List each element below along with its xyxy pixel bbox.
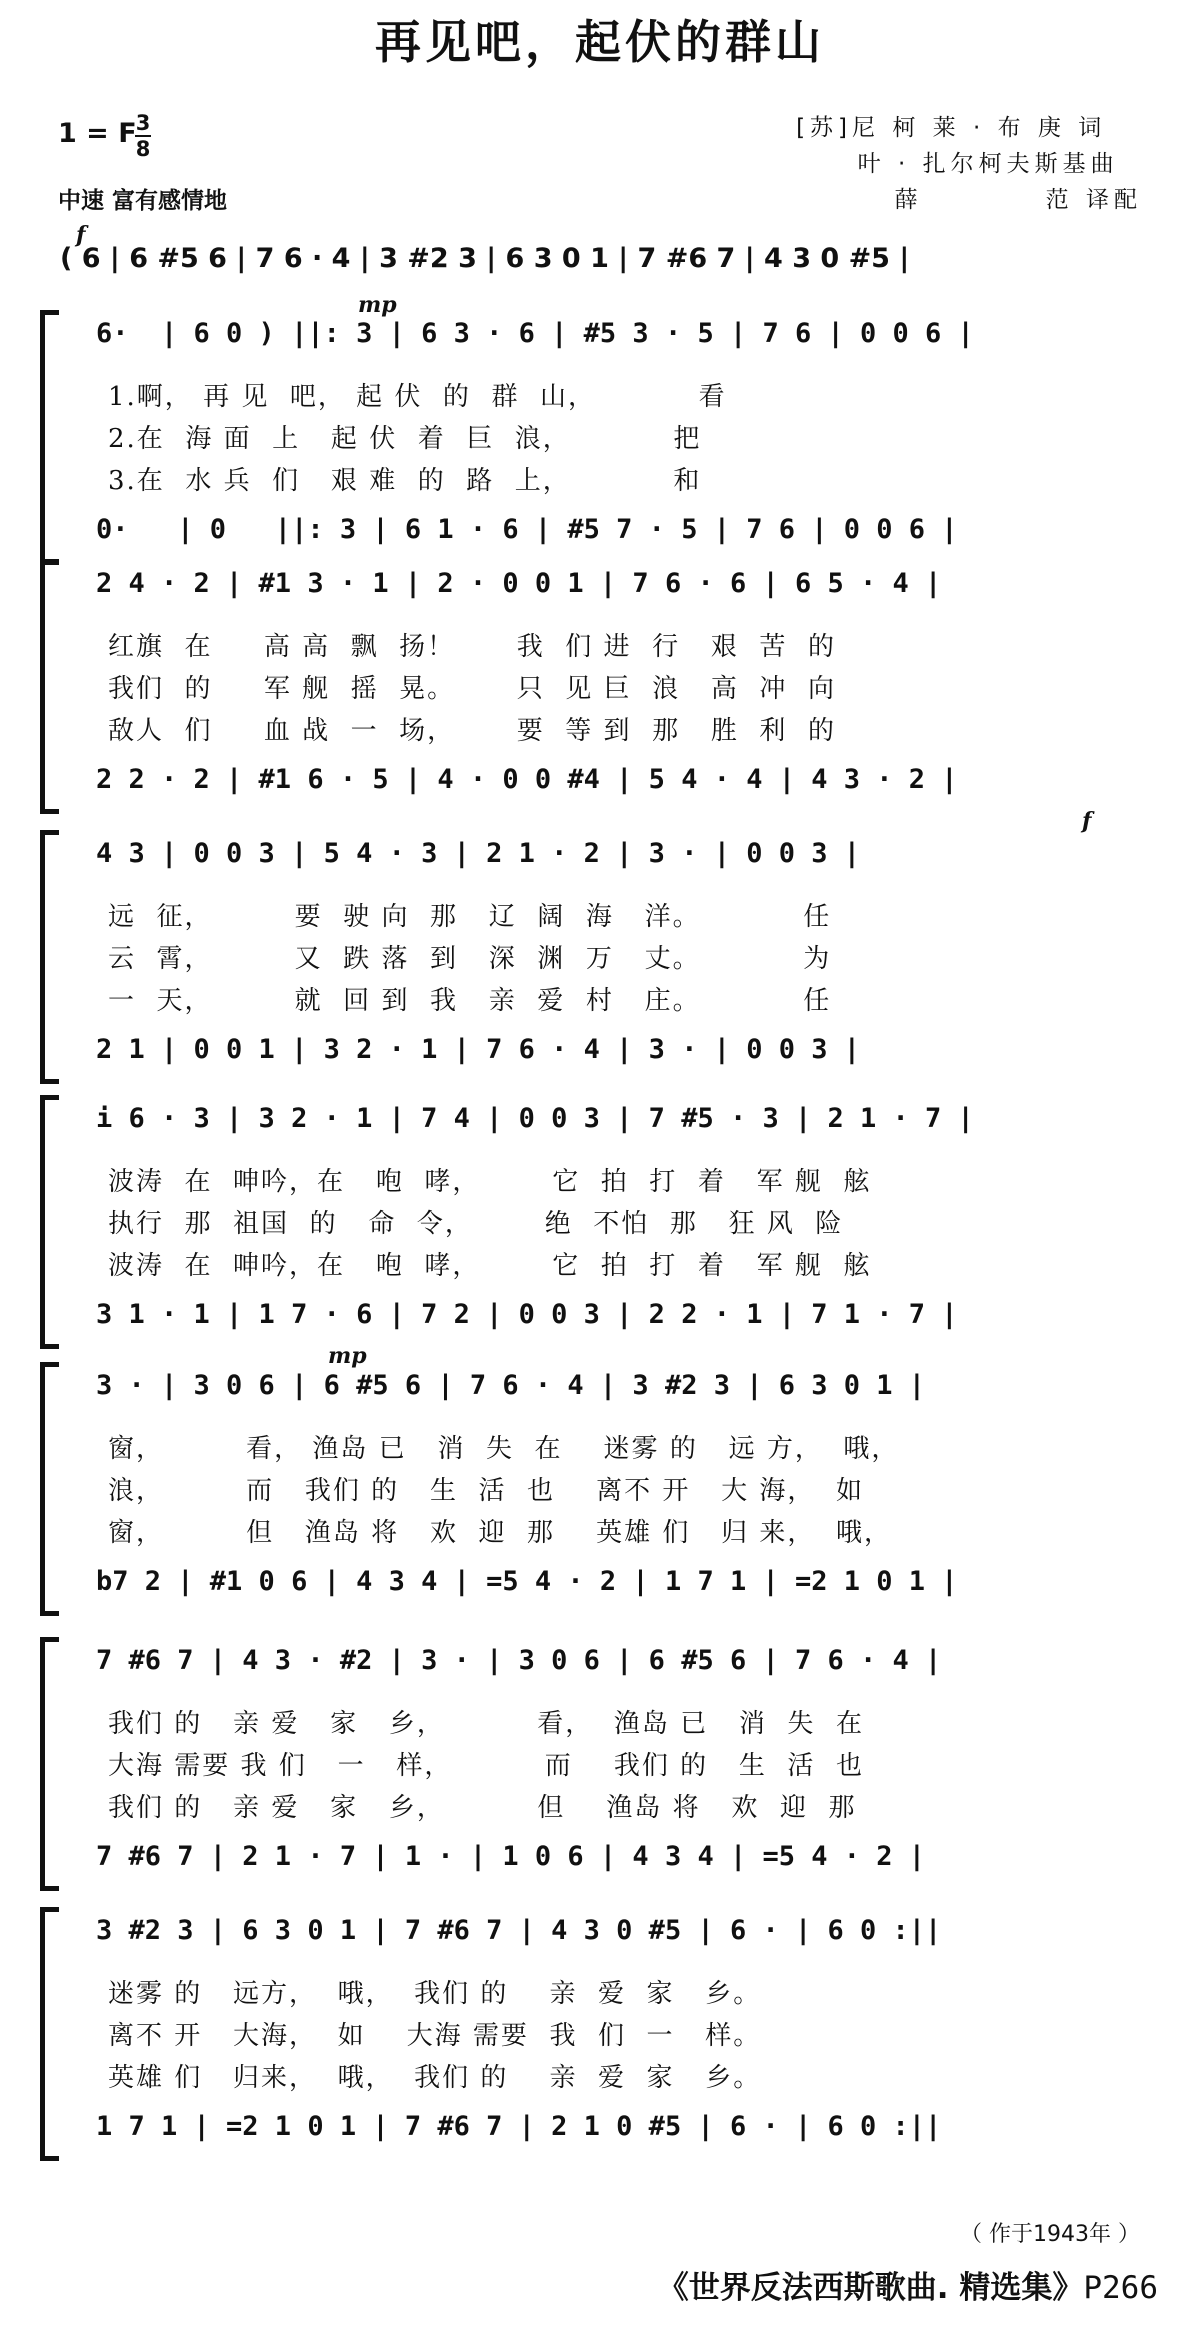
lyric-verse-2: [0, 668, 1200, 704]
lyric-verse-2: [0, 2015, 1200, 2051]
lower-voice-notes: [0, 1841, 1200, 1881]
tempo-marking: 中速 富有感情地: [58, 188, 228, 214]
upper-voice-notes-text: 3 #2 3 | 6 3 0 1 | 7 #6 7 | 4 3 0 #5 | 6 · | 6 0 :||: [96, 1915, 942, 1946]
lyric-verse-2-text: 2.在 海 面 上 起 伏 着 巨 浪， 把: [108, 424, 702, 454]
lyric-verse-1-text: 我们 的 亲 爱 家 乡， 看， 渔岛 已 消 失 在: [108, 1709, 864, 1739]
lyric-verse-3-text: 敌人 们 血 战 一 场， 要 等 到 那 胜 利 的: [108, 716, 836, 746]
intro-line: [0, 243, 1200, 283]
lyric-verse-1: [0, 1428, 1200, 1464]
lyric-verse-2: [0, 1203, 1200, 1239]
lyric-verse-3-text: 英雄 们 归来， 哦， 我们 的 亲 爱 家 乡。: [108, 2063, 762, 2093]
lyric-verse-1-text: 红旗 在 高 高 飘 扬！ 我 们 进 行 艰 苦 的: [108, 632, 836, 662]
song-title: 再见吧，起伏的群山: [375, 15, 825, 69]
lyric-verse-2-text: 我们 的 军 舰 摇 晃。 只 见 巨 浪 高 冲 向: [108, 674, 836, 704]
time-denominator: 8: [135, 137, 151, 161]
composition-year: （ 作于1943年 ）: [960, 2222, 1140, 2247]
dynamic-verse: mp: [358, 292, 397, 318]
dynamic-intro: f: [76, 222, 86, 248]
lyric-verse-2-text: 大海 需要 我 们 一 样， 而 我们 的 生 活 也: [108, 1751, 864, 1781]
lower-voice-notes-text: 0· | 0 ||: 3 | 6 1 · 6 | #5 7 · 5 | 7 6 | 0 0 6 |: [96, 514, 958, 545]
lyric-verse-3: [0, 980, 1200, 1016]
lower-voice-notes: [0, 1299, 1200, 1339]
lower-voice-notes: [0, 1566, 1200, 1606]
lyric-verse-1-text: 窗， 看， 渔岛 已 消 失 在 迷雾 的 远 方， 哦，: [108, 1434, 900, 1464]
lyric-verse-3-text: 3.在 水 兵 们 艰 难 的 路 上， 和: [108, 466, 702, 496]
lyric-verse-3: [0, 710, 1200, 746]
lyric-verse-1: [0, 376, 1200, 412]
upper-voice-notes: [0, 1645, 1200, 1685]
upper-voice-notes: [0, 1103, 1200, 1143]
intro-notation: ( 6 | 6 #5 6 | 7 6 · 4 | 3 #2 3 | 6 3 0 1 | 7 #6 7 | 4 3 0 #5 |: [60, 243, 910, 274]
lyric-verse-3: [0, 2057, 1200, 2093]
lyric-verse-2-text: 离不 开 大海， 如 大海 需要 我 们 一 样。: [108, 2021, 762, 2051]
lyric-verse-1: [0, 896, 1200, 932]
lyric-verse-3: [0, 460, 1200, 496]
lower-voice-notes-text: b7 2 | #1 0 6 | 4 3 4 | =5 4 · 2 | 1 7 1 | =2 1 0 1 |: [96, 1566, 958, 1597]
lower-voice-notes-text: 3 1 · 1 | 1 7 · 6 | 7 2 | 0 0 3 | 2 2 · 1 | 7 1 · 7 |: [96, 1299, 958, 1330]
key-signature: 1 = F: [58, 118, 137, 149]
upper-voice-notes-text: 4 3 | 0 0 3 | 5 4 · 3 | 2 1 · 2 | 3 · | 0 0 3 |: [96, 838, 861, 869]
lyric-verse-2: [0, 1470, 1200, 1506]
lyric-verse-2-text: 执行 那 祖国 的 命 令， 绝 不怕 那 狂 风 险: [108, 1209, 844, 1239]
upper-voice-notes-text: 2 4 · 2 | #1 3 · 1 | 2 · 0 0 1 | 7 6 · 6 | 6 5 · 4 |: [96, 568, 942, 599]
lyric-verse-2: [0, 1745, 1200, 1781]
upper-voice-notes-text: i 6 · 3 | 3 2 · 1 | 7 4 | 0 0 3 | 7 #5 · 3 | 2 1 · 7 |: [96, 1103, 974, 1134]
upper-voice-notes: [0, 1915, 1200, 1955]
lower-voice-notes-text: 7 #6 7 | 2 1 · 7 | 1 · | 1 0 6 | 4 3 4 | =5 4 · 2 |: [96, 1841, 926, 1872]
upper-voice-notes-text: 6· | 6 0 ) ||: 3 | 6 3 · 6 | #5 3 · 5 | 7 6 | 0 0 6 |: [96, 318, 974, 349]
lyric-verse-1-text: 1.啊， 再 见 吧， 起 伏 的 群 山， 看: [108, 382, 727, 412]
composer-credit: 叶 · 扎尔柯夫斯基曲: [796, 151, 1119, 177]
lyric-verse-1: [0, 1161, 1200, 1197]
upper-voice-notes-text: 7 #6 7 | 4 3 · #2 | 3 · | 3 0 6 | 6 #5 6 | 7 6 · 4 |: [96, 1645, 942, 1676]
dynamic-chorus-mp: mp: [328, 1343, 367, 1369]
lower-voice-notes-text: 1 7 1 | =2 1 0 1 | 7 #6 7 | 2 1 0 #5 | 6 · | 6 0 :||: [96, 2111, 942, 2142]
lyric-verse-3: [0, 1245, 1200, 1281]
source-book: 《世界反法西斯歌曲. 精选集》: [657, 2270, 1084, 2306]
lyric-verse-1: [0, 1973, 1200, 2009]
lyric-verse-3: [0, 1512, 1200, 1548]
lower-voice-notes: [0, 1034, 1200, 1074]
lyric-verse-1-text: 远 征， 要 驶 向 那 辽 阔 海 洋。 任: [108, 902, 832, 932]
upper-voice-notes: [0, 318, 1200, 358]
lower-voice-notes: [0, 514, 1200, 554]
lyric-verse-3-text: 一 天， 就 回 到 我 亲 爱 村 庄。 任: [108, 986, 832, 1016]
upper-voice-notes: [0, 1370, 1200, 1410]
credits: [796, 110, 1142, 218]
dynamic-chorus-f: f: [1082, 808, 1092, 834]
lower-voice-notes: [0, 764, 1200, 804]
time-signature: [135, 112, 151, 160]
upper-voice-notes-text: 3 · | 3 0 6 | 6 #5 6 | 7 6 · 4 | 3 #2 3 | 6 3 0 1 |: [96, 1370, 926, 1401]
lyric-verse-2: [0, 938, 1200, 974]
upper-voice-notes: [0, 568, 1200, 608]
lyric-verse-2-text: 云 霄， 又 跌 落 到 深 渊 万 丈。 为: [108, 944, 832, 974]
lyric-verse-1-text: 迷雾 的 远方， 哦， 我们 的 亲 爱 家 乡。: [108, 1979, 762, 2009]
upper-voice-notes: [0, 838, 1200, 878]
source-page: P266: [1083, 2270, 1158, 2306]
lyric-verse-3-text: 我们 的 亲 爱 家 乡， 但 渔岛 将 欢 迎 那: [108, 1793, 857, 1823]
lyric-verse-3: [0, 1787, 1200, 1823]
lower-voice-notes-text: 2 1 | 0 0 1 | 3 2 · 1 | 7 6 · 4 | 3 · | 0 0 3 |: [96, 1034, 861, 1065]
time-numerator: 3: [135, 111, 151, 135]
translator-credit: 薛 范 译配: [796, 187, 1142, 213]
lyric-verse-2-text: 浪， 而 我们 的 生 活 也 离不 开 大 海， 如: [108, 1476, 864, 1506]
lyric-verse-1: [0, 1703, 1200, 1739]
lower-voice-notes: [0, 2111, 1200, 2151]
lyric-verse-3-text: 窗， 但 渔岛 将 欢 迎 那 英雄 们 归 来， 哦，: [108, 1518, 892, 1548]
lyricist-credit: [苏]尼 柯 莱 · 布 庚 词: [796, 115, 1107, 141]
lower-voice-notes-text: 2 2 · 2 | #1 6 · 5 | 4 · 0 0 #4 | 5 4 · 4 | 4 3 · 2 |: [96, 764, 958, 795]
lyric-verse-2: [0, 418, 1200, 454]
lyric-verse-1-text: 波涛 在 呻吟，在 咆 哮， 它 拍 打 着 军 舰 舷: [108, 1167, 872, 1197]
source-citation: [658, 2262, 1158, 2307]
lyric-verse-3-text: 波涛 在 呻吟，在 咆 哮， 它 拍 打 着 军 舰 舷: [108, 1251, 872, 1281]
lyric-verse-1: [0, 626, 1200, 662]
